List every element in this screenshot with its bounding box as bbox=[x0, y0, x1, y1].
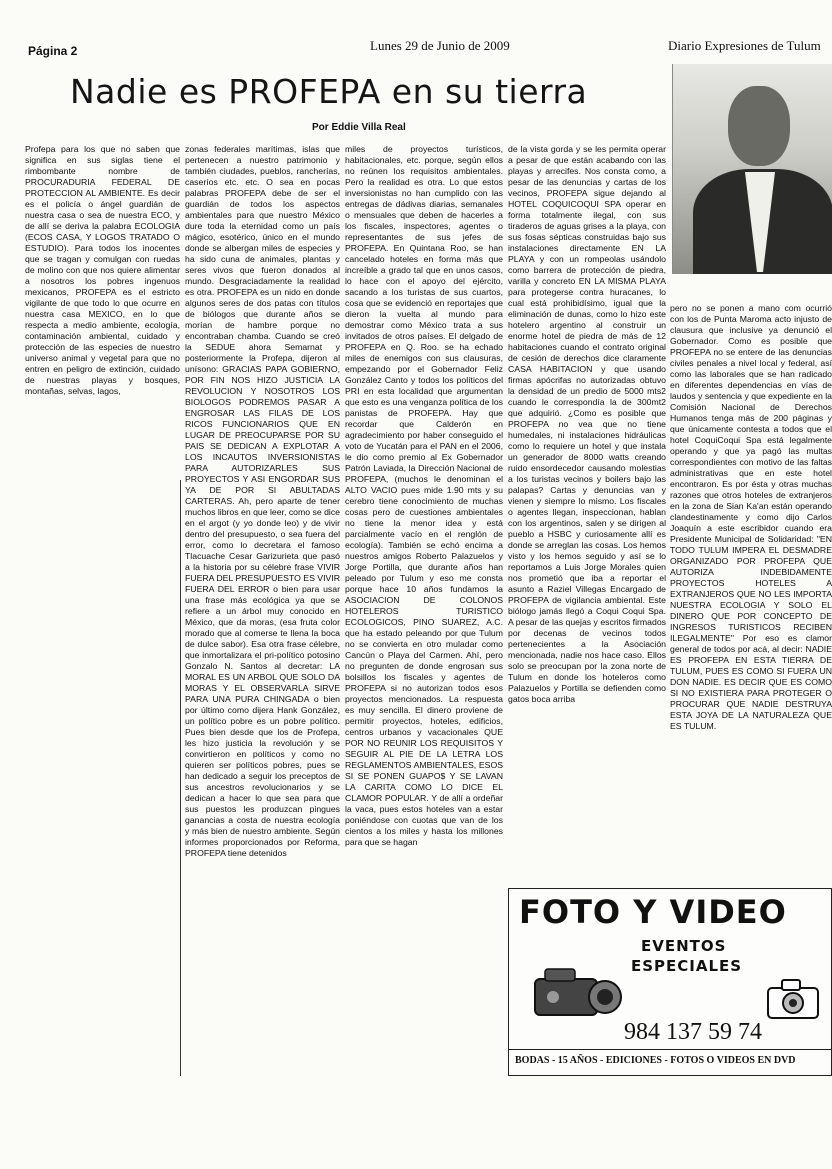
article-title: Nadie es PROFEPA en su tierra bbox=[70, 72, 588, 111]
ad-title: FOTO Y VIDEO bbox=[519, 893, 787, 931]
author-photo bbox=[672, 64, 832, 274]
column-1-text: Profepa para los que no saben que significa en sus siglas tiene el rimbombante nombre de PROCURADURIA FEDERAL DE PROTECCION AL AMBIENTE. Es decir es el policía o ángel guardián de nuestra casa o sea de nuestra ECO, y de allí se deriva la palabra ECOLOGIA (ECOS CASA, Y LOGOS TRATADO O ESTUDIO). Para todos los inocentes que se tragan y comulgan con ruedas de molino con que nos quiere alimentar a nosotros los pobres ingenuos mexicanos, PROFEPA es el estricto vigilante de que todo lo que ocurre en nuestra casa MEXICO, en lo que respecta a medio ambiente, ecología, contaminación ambiental, cuidado y protección de las especies de nuestro universo animal y vegetal para que no entren en peligro de extinción, cuidado de nuestras playas y bosques, montañas, selvas, lagos, bbox=[25, 144, 180, 396]
column-3-text: miles de proyectos turísticos, habitacionales, etc. porque, según ellos no reúnen los requisitos ambientales. Pero la realidad es otra. Lo que estos inversionistas no han cumplido con las entregas de dádivas diarias, semanales o mensuales que deben de hacerles a los fiscales, inspectores, agentes o representantes de sus jefes de PROFEPA. En Quintana Roo, se han cancelado hoteles en forma más que increíble a grado tal que en unos casos, lo hace con el apoyo del ejército, sacando a los turistas de sus cuartos, cosa que se evidenció en reportajes que dieron la vuelta al mundo para demostrar como México trata a sus invitados de otros países. El delgado de PROFEPA en Q. Roo. se ha echado miles de enemigos con sus clausuras, empezando por el Gobernador Feliz González Canto y todos los políticos del PRI en esta localidad que argumentan que esto es una venganza política de los panistas de PROFEPA. Hay que recordar que Calderón en agradecimiento por haber conseguido el voto de Yucatán para el PAN en el 2006, le dio como premio al Ex Gobernador Patrón Laviada, la Dirección Nacional de PROFEPA, (muchos le denominan el ALTO VACIO pues mide 1.90 mts y su cerebro tiene conocimiento de muchas cosas pero de cuestiones ambientales no tiene la menor idea y está parcialmente vacío en el renglón de ecología). También se echó encima a nuestros amigos Roberto Palazuelos y Jorge Portilla, que durante años han peleado por Tulum y eso me consta porque hace 10 años fundamos la ASOCIACION DE COLONOS HOTELEROS TURISTICO ECOLOGICOS, PINO SUAREZ, A.C. que ha estado peleando por que Tulum no se convierta en otro muladar como Cancún o Playa del Carmen. Ahí, pero no pregunten de donde engrosan sus bolsillos los fiscales y agentes de PROFEPA si no autorizan todos esos proyectos mencionados. La respuesta es muy sencilla. El dinero proviene de permitir proyectos, hoteles, edificios, centros urbanos y vacacionales QUE POR NO REUNIR LOS REQUISITOS Y SEGUIR AL PIE DE LA LETRA LOS REGLAMENTOS AMBIENTALES, ESOS SI SE PONEN GUAPO$ Y SE LAVAN LA CARITA COMO LO DICE EL CLAMOR POPULAR. Y de allí a ordeñar la vaca, pues estos hoteles van a estar poniéndose con cuotas que van de los cientos a los miles y hasta los millones para que se hagan bbox=[345, 144, 503, 847]
newspaper-name: Diario Expresiones de Tulum bbox=[668, 38, 821, 53]
article-column-2 bbox=[185, 144, 340, 1074]
video-camera-icon bbox=[527, 959, 627, 1029]
column-divider bbox=[180, 480, 181, 1076]
page-number: Página 2 bbox=[28, 44, 78, 58]
article-column-5 bbox=[670, 303, 832, 883]
column-5-text: pero no se ponen a mano com ocurrió con los de Punta Maroma acto injusto de clausura que inclusive ya denunció el Gobernador. Como es posible que PROFEPA no se entere de las denuncias civiles penales a nivel local y federal, así como las laborales que se han radicado en diferentes dependencias en vías de laudos y sentencia y que expediente en la Comisión Nacional de Derechos Humanos tenga más de 200 páginas y que únicamente contesta a todos que el hotel CoquiCoqui Spa está legalmente operando y que ya pagó las multas correspondientes con motivo de las faltas administrativas que en este hotel encontraron. Es por ésta y otras muchas razones que otros hoteles de extranjeros en la zona de Sian Ka'an están operando clandestinamente y como dijo Carlos Joaquín a este escribidor cuando era Presidente Municipal de Solidaridad: "EN TODO TULUM IMPERA EL DESMADRE ORGANIZADO POR PROFEPA QUE AUTORIZA INDEBIDAMENTE PROYECTOS HOTELES A EXTRANJEROS QUE NO LES IMPORTA NUESTRA ECOLOGIA Y SOLO EL DINERO QUE POR CONCEPTO DE INGRESOS TURISTICOS RECIBEN ILEGALMENTE" Por eso es clamor general de todos por acá, al decir: NADIE ES PROFEPA EN ESTA TIERRA DE TULUM, PUES ES COMO SI FUERA UN DON NADIE. ES DECIR QUE ES COMO SI NO EXISTIERA PARA PROTEGER O PROCURAR QUE NADIE DESTRUYA ESTA JOYA DE LA NATURALEZA QUE ES TULUM. bbox=[670, 303, 832, 731]
article-column-1 bbox=[25, 144, 180, 464]
photo-head bbox=[728, 86, 790, 166]
article-column-3 bbox=[345, 144, 503, 1074]
article-byline: Por Eddie Villa Real bbox=[312, 122, 406, 133]
issue-date: Lunes 29 de Junio de 2009 bbox=[370, 38, 510, 53]
article-column-4 bbox=[508, 144, 666, 884]
photo-video-advertisement bbox=[508, 888, 832, 1076]
column-4-text: de la vista gorda y se les permita operar a pesar de que están acabando con las playas y arrecifes. Nos consta como, a pesar de las denuncias y cartas de los vecinos, PROFEPA sigue dejando al HOTEL COQUICOQUI SPA operar en forma totalmente ilegal, con sus tiraderos de aguas grises a la playa, con sus fosas sépticas construidas bajo sus instalaciones directamente EN LA PLAYA y con un rompeolas usándolo como barrera de protección de piedra, varilla y concreto EN LA MISMA PLAYA para protegerse contra huracanes, lo cual está prohibidísimo, igual que la eliminación de dunas, como lo hizo este hotelero argentino al construir un enorme hotel de piedra de más de 12 habitaciones cuando el contrato original de cesión de derechos dice claramente CASA HABITACION y que usando firmas apócrifas no autorizadas obtuvo la densidad de un predio de 5000 mts2 cuando le correspondía la de 300mt2 que adquirió. ¿Como es posible que PROFEPA no vea que no tiene humedales, ni instalaciones hidráulicas como lo requiere un hotel y que instala un generador de 8000 watts creando ruido ensordecedor causando molestias a los turistas vecinos y boilers bajo las palapas? Cartas y denuncias van y vienen y siempre lo mismo. Los fiscales o agentes llegan, inspeccionan, hablan con los argentinos, salen y se dirigen al pueblo a HSBC y curiosamente allí es donde se arreglan las cosas. Los hemos visto y los hemos seguido y así se lo reportamos a Luis Jorge Morales quien nos prometió que iba a reportar el asunto a Raziel Villegas Encargado de PROFEPA de vigilancia ambiental. Este biólogo jamás llegó a Coqui Coqui Spa. A pesar de las quejas y escritos firmados por decenas de vecinos todos pertenecientes a la Asociación mencionada, nadie nos hace caso. Ellos solo se preocupan por la zona norte de Tulum en donde los hoteleros como Palazuelos y Portilla se defienden como gatos boca arriba bbox=[508, 144, 666, 704]
ad-subtitle-events: EVENTOS bbox=[641, 937, 727, 955]
ad-phone-number: 984 137 59 74 bbox=[624, 1019, 762, 1045]
ad-services: BODAS - 15 AÑOS - EDICIONES - FOTOS O VIDEOS EN DVD bbox=[515, 1055, 796, 1066]
ad-subtitle-special: ESPECIALES bbox=[631, 957, 743, 975]
photo-camera-icon bbox=[764, 974, 824, 1024]
ad-divider bbox=[509, 1049, 832, 1050]
column-2-text: zonas federales marítimas, islas que pertenecen a nuestro patrimonio y también ciudades, pueblos, rancherías, caseríos etc. etc. O sea en pocas palabras PROFEPA debe de ser el guardián de todos los aspectos ambientales para que nuestro México dure toda la eternidad como un país mágico, esotérico, único en el mundo donde se albergan miles de especies y ha sido cuna de animales, plantas y seres vivos que fueron donados al mundo. Desgraciadamente la realidad es otra. PROFEPA es un nido en donde algunos seres de dos patas con títulos de biólogos que durante años se morían de hambre porque no encontraban chamba. Cuando se creó la SEDUE ahora Semarnat y posteriormente la Profepa, dijeron al unísono: GRACIAS PAPA GOBIERNO, POR FIN NOS HIZO JUSTICIA LA REVOLUCION Y NOSOTROS LOS BIOLOGOS PODREMOS PASAR A ENGROSAR LAS FILAS DE LOS RICOS FUNCIONARIOS QUE EN LUGAR DE PREOCUPARSE POR SU PAIS SE DEDICAN A EXPLOTAR A LOS INCAUTOS INVERSIONISTAS PARA AUTORIZARLES SUS PROYECTOS Y ASI ENGORDAR SUS YA DE POR SI ABULTADAS CARTERAS. Ah, pero aparte de tener muchos libros en que leer, como se dice en el argot (y yo donde leo) y de vivir dentro del presupuesto, o sea fuera del error, como lo decretara el famoso Tlacuache Cesar Garizurieta que pasó a la historia por su célebre frase VIVIR FUERA DEL PRESUPUESTO ES VIVIR FUERA DEL ERROR o bien para usar una frase más ecológica ya que se refiere a un árbol muy conocido en México, que da moras, (esa fruta color morado que al comerse te llena la boca de dulce sabor). Esa otra frase célebre, que inmortalizara el pri-político potosino Gonzalo N. Santos al decretar: LA MORAL ES UN ARBOL QUE SOLO DA MORAS Y EL OBSERVARLA SIRVE PARA UNA PURA CHINGADA o bien por último como dijera Hank González, un político pobre es un pobre político. Pues bien desde que los de Profepa, les hizo justicia la revolución y se convirtieron en políticos y como no quieren ser políticos pobres, pues se han dedicado a seguir los preceptos de sus ancestros revolucionarios y se dedican a hacer lo que sea para que sus puestos les produzcan pingues ganancias a costa de nuestra ecología y más bien de nuestro ambiente. Según informes proporcionados por Reforma, PROFEPA tiene detenidos bbox=[185, 144, 340, 858]
